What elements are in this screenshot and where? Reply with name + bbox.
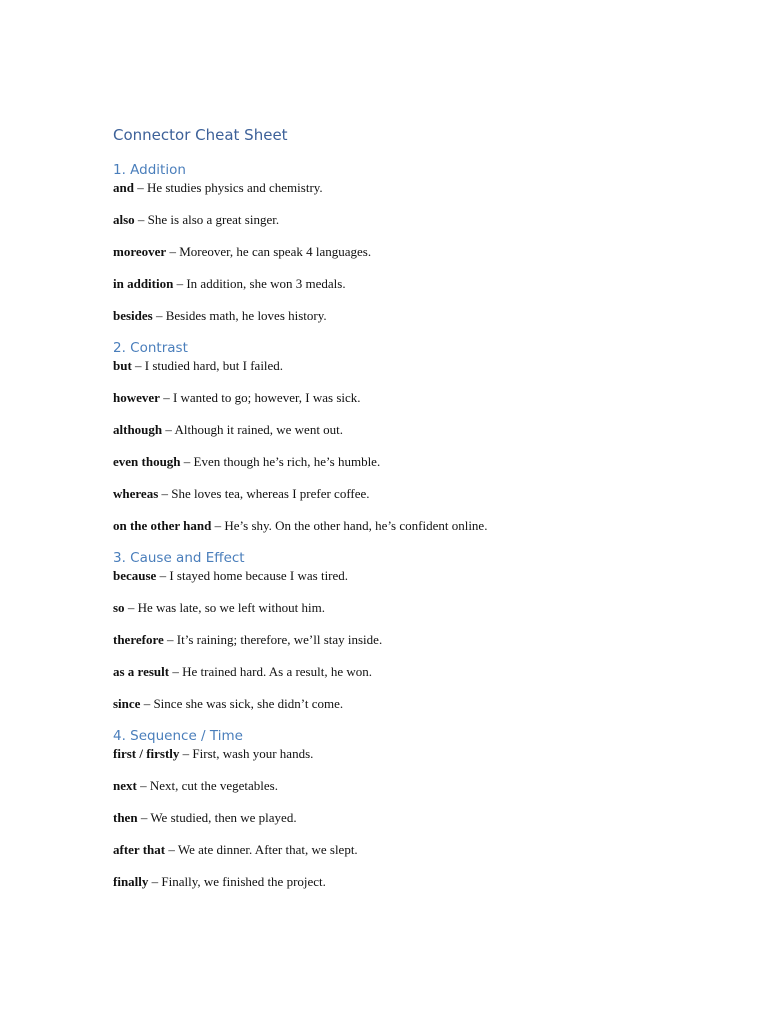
dash-separator: – bbox=[156, 568, 170, 583]
connector-entry bbox=[113, 664, 713, 680]
connector-entry bbox=[113, 244, 713, 260]
example-sentence: He’s shy. On the other hand, he’s confident online. bbox=[224, 518, 488, 533]
section-heading: 2. Contrast bbox=[113, 340, 188, 356]
example-sentence: It’s raining; therefore, we’ll stay inside. bbox=[176, 632, 383, 647]
connector-term: finally bbox=[113, 874, 149, 889]
section-heading: 3. Cause and Effect bbox=[113, 550, 245, 566]
connector-entry bbox=[113, 486, 713, 502]
section-2 bbox=[113, 338, 713, 534]
dash-separator: – bbox=[136, 778, 150, 793]
example-sentence: Finally, we finished the project. bbox=[161, 874, 326, 889]
dash-separator: – bbox=[124, 600, 138, 615]
section-3 bbox=[113, 548, 713, 712]
connector-term: whereas bbox=[113, 486, 159, 501]
dash-separator: – bbox=[166, 244, 180, 259]
section-4 bbox=[113, 726, 713, 890]
connector-entry bbox=[113, 874, 713, 890]
example-sentence: He studies physics and chemistry. bbox=[146, 180, 323, 195]
connector-entry bbox=[113, 696, 713, 712]
connector-entry bbox=[113, 390, 713, 406]
example-sentence: First, wash your hands. bbox=[192, 746, 314, 761]
connector-term: even though bbox=[113, 454, 181, 469]
example-sentence: Since she was sick, she didn’t come. bbox=[153, 696, 344, 711]
connector-term: next bbox=[113, 778, 137, 793]
example-sentence: In addition, she won 3 medals. bbox=[186, 276, 346, 291]
connector-entry bbox=[113, 778, 713, 794]
example-sentence: Besides math, he loves history. bbox=[165, 308, 327, 323]
connector-term: however bbox=[113, 390, 160, 405]
connector-entry bbox=[113, 454, 713, 470]
section-heading: 1. Addition bbox=[113, 162, 186, 178]
connector-term: because bbox=[113, 568, 157, 583]
example-sentence: I studied hard, but I failed. bbox=[144, 358, 284, 373]
example-sentence: Even though he’s rich, he’s humble. bbox=[193, 454, 381, 469]
dash-separator: – bbox=[133, 180, 147, 195]
sections-container bbox=[113, 160, 713, 890]
connector-entry bbox=[113, 568, 713, 584]
dash-separator: – bbox=[169, 664, 183, 679]
page-title: Connector Cheat Sheet bbox=[113, 126, 288, 144]
dash-separator: – bbox=[180, 454, 194, 469]
connector-entry bbox=[113, 212, 713, 228]
example-sentence: She loves tea, whereas I prefer coffee. bbox=[171, 486, 370, 501]
dash-separator: – bbox=[165, 842, 178, 857]
connector-term: and bbox=[113, 180, 134, 195]
dash-separator: – bbox=[211, 518, 225, 533]
dash-separator: – bbox=[148, 874, 162, 889]
connector-term: but bbox=[113, 358, 132, 373]
example-sentence: Next, cut the vegetables. bbox=[149, 778, 278, 793]
dash-separator: – bbox=[134, 212, 148, 227]
connector-entry bbox=[113, 746, 713, 762]
section-1 bbox=[113, 160, 713, 324]
connector-entry bbox=[113, 632, 713, 648]
dash-separator: – bbox=[152, 308, 166, 323]
connector-entry bbox=[113, 842, 713, 858]
example-sentence: She is also a great singer. bbox=[147, 212, 280, 227]
connector-entry bbox=[113, 276, 713, 292]
dash-separator: – bbox=[163, 632, 177, 647]
connector-term: besides bbox=[113, 308, 153, 323]
connector-term: also bbox=[113, 212, 135, 227]
connector-term: after that bbox=[113, 842, 166, 857]
connector-entry bbox=[113, 518, 713, 534]
dash-separator: – bbox=[137, 810, 151, 825]
dash-separator: – bbox=[162, 422, 175, 437]
dash-separator: – bbox=[158, 486, 172, 501]
example-sentence: We ate dinner. After that, we slept. bbox=[177, 842, 358, 857]
connector-term: then bbox=[113, 810, 138, 825]
example-sentence: He was late, so we left without him. bbox=[137, 600, 325, 615]
dash-separator: – bbox=[131, 358, 145, 373]
connector-term: although bbox=[113, 422, 163, 437]
section-heading: 4. Sequence / Time bbox=[113, 728, 243, 744]
example-sentence: I stayed home because I was tired. bbox=[169, 568, 349, 583]
connector-entry bbox=[113, 422, 713, 438]
connector-term: therefore bbox=[113, 632, 164, 647]
dash-separator: – bbox=[159, 390, 173, 405]
connector-term: first / firstly bbox=[113, 746, 180, 761]
connector-term: on the other hand bbox=[113, 518, 212, 533]
connector-entry bbox=[113, 600, 713, 616]
dash-separator: – bbox=[140, 696, 154, 711]
connector-term: since bbox=[113, 696, 141, 711]
connector-entry bbox=[113, 308, 713, 324]
connector-term: moreover bbox=[113, 244, 167, 259]
example-sentence: We studied, then we played. bbox=[150, 810, 297, 825]
example-sentence: Moreover, he can speak 4 languages. bbox=[179, 244, 372, 259]
dash-separator: – bbox=[179, 746, 193, 761]
connector-entry bbox=[113, 810, 713, 826]
connector-term: in addition bbox=[113, 276, 174, 291]
connector-term: so bbox=[113, 600, 125, 615]
example-sentence: He trained hard. As a result, he won. bbox=[182, 664, 372, 679]
connector-term: as a result bbox=[113, 664, 170, 679]
dash-separator: – bbox=[173, 276, 187, 291]
connector-entry bbox=[113, 180, 713, 196]
connector-entry bbox=[113, 358, 713, 374]
example-sentence: I wanted to go; however, I was sick. bbox=[172, 390, 361, 405]
document-body bbox=[113, 124, 713, 904]
example-sentence: Although it rained, we went out. bbox=[174, 422, 344, 437]
